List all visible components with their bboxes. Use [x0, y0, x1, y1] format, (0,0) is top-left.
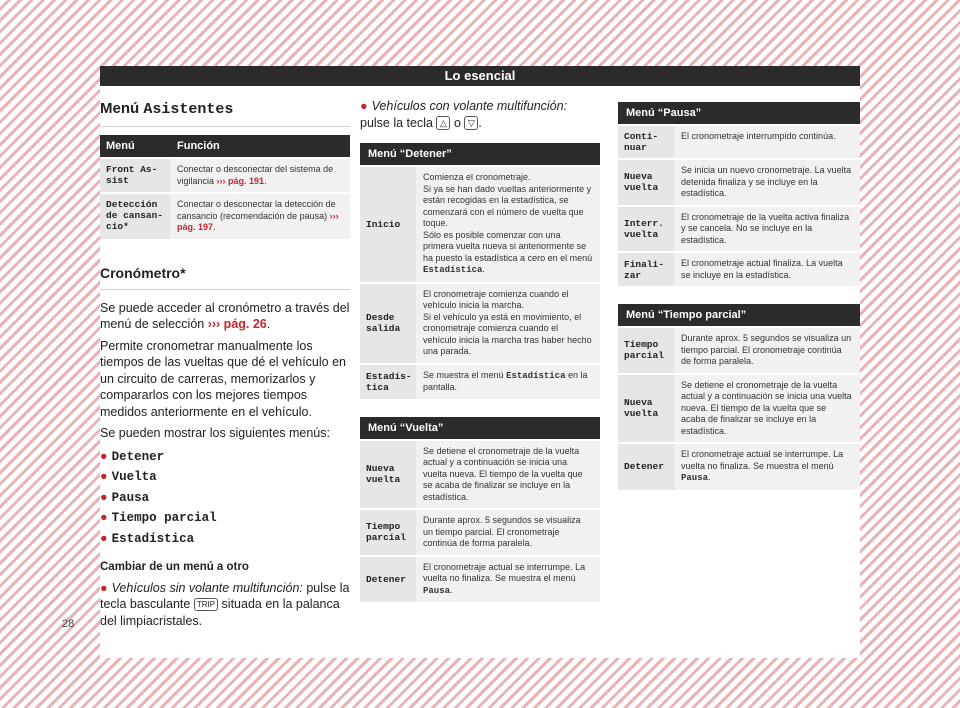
- row-value: [416, 284, 600, 363]
- row-text: El cronometraje interrumpido continúa.: [681, 131, 836, 141]
- menu-name: Tiempo parcial: [111, 511, 217, 525]
- asistentes-table: [100, 135, 350, 239]
- bullet-text-1: pulse la tecla basculante: [100, 580, 350, 611]
- menu-name: Pausa: [111, 490, 150, 505]
- table-row: [618, 158, 860, 205]
- bullet-icon: ●: [100, 469, 108, 483]
- row-text: Se detiene el cronometraje de la vuelta actual y a continuación se inicia una vuelta nueva. El tiempo de la vuelta que se acaba de finalizar se incluye en la estadística.: [423, 445, 583, 502]
- table-title: Menú “Detener”: [360, 143, 600, 165]
- row-key: Detección de cansan- cio*: [100, 194, 170, 239]
- row-text: El cronometraje actual se interrumpe. La vuelta no finaliza. Se muestra el menú: [423, 561, 586, 583]
- bullet-tail: .: [478, 115, 482, 130]
- section-title-mono: Asistentes: [143, 101, 234, 118]
- row-key: Nueva vuelta: [360, 441, 416, 509]
- menu-reference: Pausa: [681, 473, 709, 483]
- menu-reference: Estadística: [506, 370, 566, 381]
- row-key: Desde salida: [360, 284, 416, 363]
- menu-reference: Pausa: [423, 585, 451, 596]
- row-text: Se muestra el menú: [423, 369, 504, 380]
- bullet-italic: Vehículos sin volante multifunción:: [111, 580, 303, 595]
- row-text: Durante aprox. 5 segundos se visualiza un tiempo parcial. El cronometraje continúa de forma paralela.: [681, 333, 852, 366]
- row-value: [674, 253, 860, 286]
- bullet-icon: ●: [100, 580, 108, 595]
- row-value: [416, 441, 600, 509]
- down-key-icon: ▽: [464, 116, 478, 130]
- bullet-text: pulse la tecla: [360, 115, 433, 130]
- row-value: [416, 365, 600, 399]
- col-header-menu: Menú: [106, 140, 135, 152]
- header-bar: Lo esencial: [100, 66, 860, 86]
- table-gap: [618, 286, 860, 304]
- table-row: [618, 326, 860, 373]
- menu-list-item: [100, 508, 350, 529]
- row-key: Tiempo parcial: [618, 328, 674, 373]
- cronometro-body: [100, 300, 350, 630]
- table-row: [360, 363, 600, 399]
- bullet-icon: ●: [100, 510, 108, 524]
- page-ref-link[interactable]: ››› pág. 191: [216, 175, 265, 186]
- row-key: Inicio: [360, 167, 416, 282]
- trip-key-icon: TRIP: [194, 598, 218, 611]
- row-value: [416, 510, 600, 555]
- p1-tail: .: [266, 317, 271, 331]
- menu-name: Vuelta: [111, 470, 157, 484]
- row-value: [170, 194, 350, 239]
- cronometro-title: Cronómetro*: [100, 265, 350, 290]
- row-key: Interr. vuelta: [618, 207, 674, 252]
- table-row: [618, 205, 860, 252]
- table-row: [100, 157, 350, 192]
- table-row: [360, 165, 600, 282]
- row-value: [674, 328, 860, 373]
- row-value: [674, 126, 860, 158]
- row-key: Finali- zar: [618, 253, 674, 286]
- row-tail: en la pantalla.: [423, 369, 588, 392]
- table-row: [618, 442, 860, 490]
- table-row: [360, 555, 600, 603]
- page-ref-link[interactable]: ››› pág. 26: [207, 317, 267, 331]
- row-key: Nueva vuelta: [618, 375, 674, 443]
- page-number: 28: [62, 618, 75, 630]
- table-row: [618, 373, 860, 443]
- up-key-icon: △: [436, 116, 450, 130]
- table-row: [100, 192, 350, 239]
- row-text: Se detiene el cronometraje de la vuelta actual y a continuación se inicia una vuelta nueva. El tiempo de la vuelta que se acaba de finalizar se incluye en la estadística.: [681, 379, 852, 436]
- row-text: Comienza el cronometraje. Si ya se han dado vueltas anteriormente y están recogidas en la estadística, se comenzará con el número de vuelta que toque. Sólo es posible comenzar con una primera vuelta nueva si anteriormente se ha puesto la estadística a cero en el menú: [423, 172, 593, 263]
- bullet-icon: ●: [360, 99, 368, 113]
- row-text: Durante aprox. 5 segundos se visualiza un tiempo parcial. El cronometraje continúa de forma paralela.: [423, 515, 581, 548]
- table-header: [100, 135, 350, 157]
- menu-list-item: [100, 529, 350, 550]
- table-row: [618, 124, 860, 158]
- row-text: El cronometraje actual finaliza. La vuelta se incluye en la estadística.: [681, 258, 843, 280]
- section-title-prefix: Menú: [100, 100, 140, 117]
- row-text: Conectar o desconectar del sistema de vigilancia: [177, 164, 334, 186]
- menu-list: [100, 447, 350, 550]
- bullet-icon: ●: [100, 448, 108, 463]
- row-key: Tiempo parcial: [360, 510, 416, 555]
- section-title-asistentes: [100, 88, 350, 127]
- row-text: El cronometraje actual se interrumpe. La vuelta no finaliza. Se muestra el menú: [681, 449, 844, 471]
- row-tail: .: [708, 472, 711, 482]
- row-text: El cronometraje comienza cuando el vehículo inicia la marcha. Si el vehículo ya está en movimiento, el cronometraje comienza cuando el vehículo inicia la marcha tras haber hecho una parada.: [423, 288, 592, 356]
- row-value: [416, 167, 600, 282]
- table-row: [360, 508, 600, 555]
- table-row: [360, 282, 600, 363]
- bullet-no-multifunction: [100, 580, 350, 630]
- row-tail: .: [264, 175, 267, 186]
- bullet-icon: ●: [100, 489, 108, 504]
- row-key: Detener: [360, 557, 416, 603]
- menu-table: [360, 143, 600, 399]
- menu-table: [360, 417, 600, 603]
- menu-name: Detener: [111, 449, 165, 464]
- paragraph-menus-intro: Se pueden mostrar los siguientes menús:: [100, 426, 330, 440]
- row-key: Estadís- tica: [360, 365, 416, 399]
- subhead-change-menu: Cambiar de un menú a otro: [100, 561, 249, 573]
- menu-table: [618, 304, 860, 490]
- column-left: [100, 88, 350, 634]
- row-tail: .: [450, 584, 453, 595]
- menu-list-item: [100, 447, 350, 468]
- table-title: Menú “Pausa”: [618, 102, 860, 124]
- row-key: Nueva vuelta: [618, 160, 674, 205]
- row-value: [674, 207, 860, 252]
- row-text: El cronometraje de la vuelta activa finaliza y se cancela. No se incluye en la estadística.: [681, 211, 850, 245]
- table-title: Menú “Vuelta”: [360, 417, 600, 439]
- menu-table: [618, 102, 860, 286]
- menu-reference: Estadística: [423, 265, 483, 275]
- column-right: [618, 88, 860, 490]
- row-text: Conectar o desconectar la detección de cansancio (recomendación de pausa): [177, 199, 336, 221]
- p1-text: Se puede acceder al cronómetro a través del menú de selección: [100, 300, 350, 331]
- column-middle: [360, 88, 600, 602]
- paragraph-access: [100, 300, 350, 333]
- bullet-text-2: situada en la palanca del limpiacristales.: [100, 597, 340, 628]
- bullet-multifunction: [360, 98, 600, 131]
- bullet-italic: Vehículos con volante multifunción:: [371, 99, 568, 113]
- menu-name: Estadística: [111, 531, 195, 546]
- table-title: Menú “Tiempo parcial”: [618, 304, 860, 326]
- or-text: o: [453, 115, 461, 130]
- table-row: [360, 439, 600, 509]
- row-tail: .: [213, 222, 216, 232]
- col-header-funcion: Función: [177, 140, 220, 152]
- page-ref-link[interactable]: ››› pág. 197: [177, 210, 339, 232]
- row-value: [170, 159, 350, 192]
- paragraph-description: Permite cronometrar manualmente los tiempos de las vueltas que dé el vehículo en un circuito de carreras, memorizarlos y compararlos con los mejores tiempos medidos anteriormente en el vehículo.: [100, 338, 346, 419]
- menu-list-item: [100, 488, 350, 509]
- row-text: Se inicia un nuevo cronometraje. La vuelta detenida finaliza y se incluye en la estadística.: [681, 165, 852, 198]
- row-value: [674, 160, 860, 205]
- menu-list-item: [100, 467, 350, 488]
- row-key: Detener: [618, 444, 674, 490]
- bullet-icon: ●: [100, 530, 108, 545]
- row-key: Conti- nuar: [618, 126, 674, 158]
- row-key: Front As- sist: [100, 159, 170, 192]
- row-value: [416, 557, 600, 603]
- table-row: [618, 251, 860, 286]
- row-tail: .: [482, 264, 485, 274]
- row-value: [674, 444, 860, 490]
- row-value: [674, 375, 860, 443]
- table-gap: [360, 399, 600, 417]
